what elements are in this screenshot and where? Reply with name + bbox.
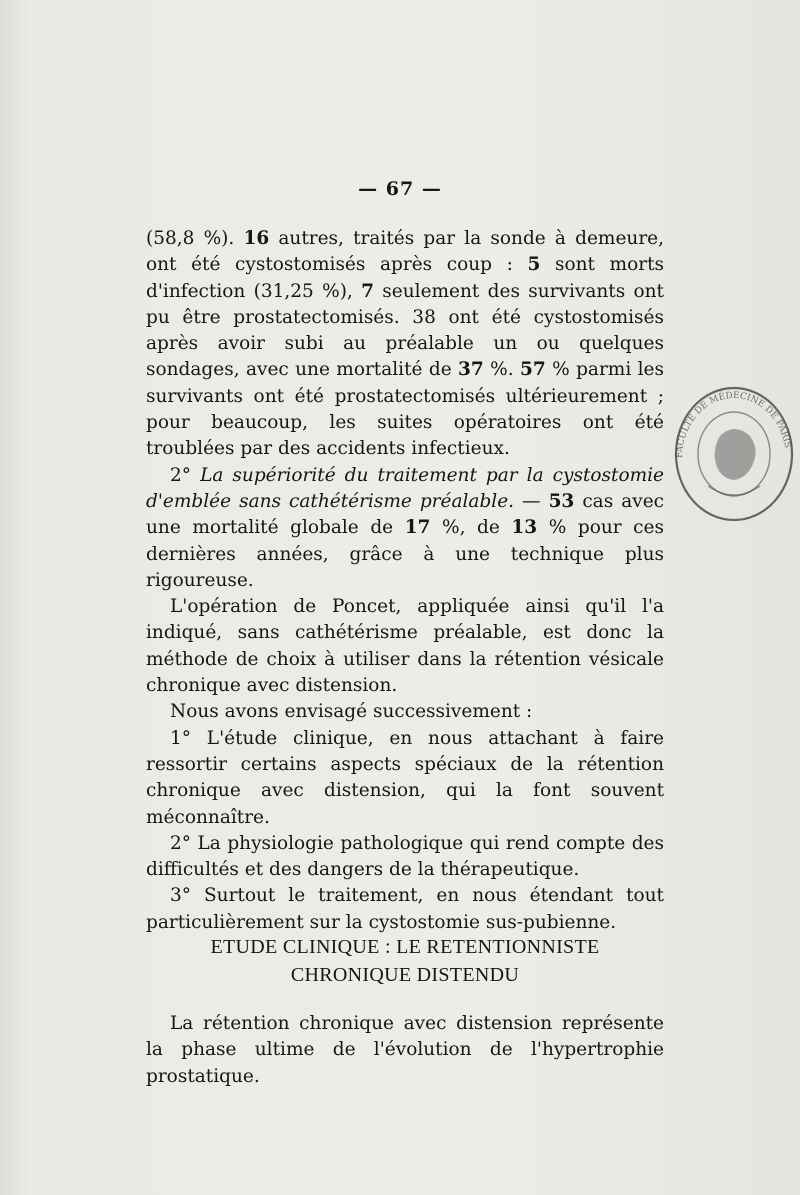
paragraph (146, 226, 664, 463)
text-run: 53 (548, 490, 575, 512)
paragraph (146, 883, 664, 936)
text-run: 37 (458, 359, 484, 381)
text-run: 3° Surtout le traitement, en nous étendant tout particulièrement sur la cystostomie sus-pubienne. (146, 885, 664, 933)
paragraph (146, 831, 664, 884)
text-run: 7 (361, 280, 374, 302)
text-run: 16 (243, 228, 270, 249)
text-run: autres, traités par la sonde à demeure, ont été cystostomisés après coup : (146, 228, 664, 276)
stamp-lettering: FACULTÉ DE MÉDECINE DE PARIS (674, 390, 793, 459)
library-stamp (668, 378, 800, 528)
text-run: 13 (511, 517, 538, 539)
text-run: 2° (170, 464, 201, 486)
text-run: % pour ces dernières années, grâce à une technique plus rigoureuse. (146, 517, 664, 591)
text-run: 17 (404, 517, 431, 539)
text-run: (58,8 %). (146, 228, 244, 249)
text-run: 5 (527, 254, 541, 276)
paragraph (146, 699, 664, 725)
text-run: La supériorité du traitement par la cystostomie d'emblée sans cathétérisme préalable. (146, 464, 665, 512)
text-run: 2° La physiologie pathologique qui rend compte des difficultés et des dangers de la thérapeutique. (146, 832, 664, 881)
paragraph (146, 594, 664, 699)
text-run: seulement des survivants ont pu être prostatectomisés. 38 ont été cystostomisés après avoir subi au préalable un ou quelques sondages, avec une mortalité de (146, 280, 664, 381)
paragraph (146, 726, 664, 831)
text-run: La rétention chronique avec distension représente la phase ultime de l'évolution de l'hypertrophie prostatique. (146, 1013, 664, 1087)
page-number: — 67 — (358, 178, 442, 200)
paragraph (146, 463, 664, 594)
body-text (146, 226, 664, 936)
text-run: sont morts d'infection (31,25 %), (146, 254, 664, 302)
section-heading-line-1: ETUDE CLINIQUE : LE RETENTIONNISTE (210, 936, 600, 958)
closing-paragraph (146, 1011, 664, 1090)
section-heading (150, 933, 660, 989)
text-run: cas avec une mortalité globale de (146, 490, 664, 539)
text-run: L'opération de Poncet, appliquée ainsi qu'il l'a indiqué, sans cathétérisme préalable, est donc la méthode de choix à utiliser dans la rétention vésicale chronique avec distension. (146, 596, 664, 697)
text-run: % parmi les survivants ont été prostatectomisés ultérieurement ; pour beaucoup, les suites opératoires ont été troublées par des accidents infectieux. (146, 359, 664, 460)
text-run: — (514, 490, 549, 512)
text-run: Nous avons envisagé successivement : (170, 701, 533, 723)
text-run: 57 (520, 359, 546, 381)
text-run: 1° L'étude clinique, en nous attachant à faire ressortir certains aspects spéciaux de la rétention chronique avec distension, qui la font souvent méconnaître. (146, 727, 664, 828)
text-run: %. (483, 359, 520, 381)
section-heading-line-2: CHRONIQUE DISTENDU (290, 964, 520, 986)
paragraph (146, 1011, 664, 1090)
text-run: %, de (430, 517, 512, 539)
